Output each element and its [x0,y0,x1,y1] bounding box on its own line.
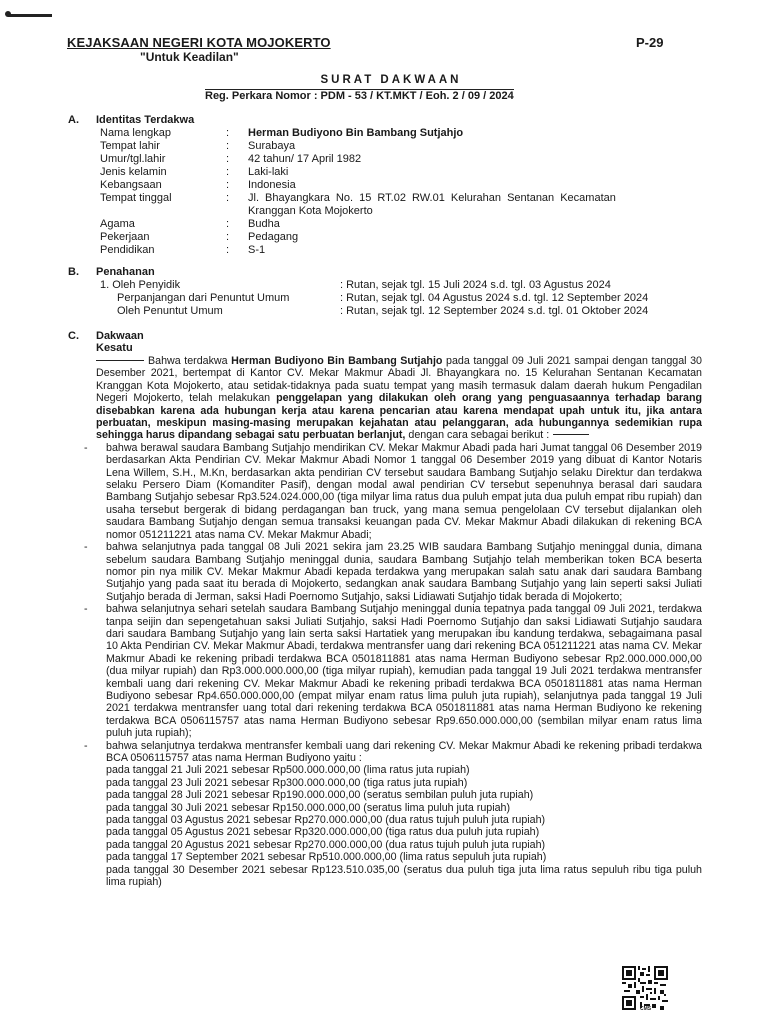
id-label: Jenis kelamin [100,166,167,178]
payment-list [96,764,702,888]
qr-caption: CMS [640,1006,652,1012]
charge-bullet: - bahwa selanjutnya pada tanggal 08 Juli 2021 sekira jam 23.25 WIB saudara Bambang Sutjahjo meninggal dunia, dimana sebelum saudara Bambang Sutjahjo meninggal dunia, saudara Bambang Sutjahjo telah memberikan token BCA beserta nomor pin nya milik CV. Mekar Makmur Abadi kepada terdakwa yang merupakan salah satu anak dari saudara Bambang Sutjahjo yang pada saat itu berada di Mojokerto, sedangkan anak saudara Bambang Sutjahjo yang lain seperti saksi Juliati Sutjahjo berada di Jerman, saksi Hadi Poernomo Sutjahjo, saksi Lidiawati Sutjahjo tidak berada di Mojokerto; [96,541,702,603]
id-value: Laki-laki [248,166,289,178]
detention-extension-label: Perpanjangan dari Penuntut Umum [117,292,290,304]
payment-item: pada tanggal 21 Juli 2021 sebesar Rp500.000.000,00 (lima ratus juta rupiah) [106,764,470,777]
id-colon: : [226,166,230,178]
id-label: Nama lengkap [100,127,171,139]
charge-offence: penggelapan yang dilakukan oleh orang yang penguasaannya terhadap barang disebabkan karena ada hubungan kerja atau karena pencarian atau karena mendapat upah untuk itu, jika antara perbuatan, meskipun masing-masing merupakan kejahatan atau pelanggaran, ada hubungannya sedemikian rupa sehingga harus dipandang sebagai satu perbuatan berlanjut, [96,392,702,442]
intro-text: dengan cara sebagai berikut : [405,429,550,442]
section-letter: B. [68,266,79,278]
id-colon: : [226,153,230,165]
id-colon: : [226,127,230,139]
detention-extension-value: : Rutan, sejak tgl. 04 Agustus 2024 s.d. tgl. 12 September 2024 [340,292,649,304]
id-value: Jl. Bhayangkara No. 15 RT.02 RW.01 Kelurahan Sentanan Kecamatan [248,192,616,204]
payment-item: pada tanggal 23 Juli 2021 sebesar Rp300.000.000,00 (tiga ratus juta rupiah) [106,776,468,789]
charge-body [96,355,702,888]
id-colon: : [226,218,230,230]
id-value: Pedagang [248,231,299,243]
id-colon: : [226,140,230,152]
charge-bullet: - bahwa selanjutnya terdakwa mentransfer kembali uang dari rekening CV. Mekar Makmur Abadi ke rekening pribadi terdakwa BCA 0506115757 atas nama Herman Budiyono yaitu : [96,740,702,765]
section-letter: A. [68,114,79,126]
section-letter: C. [68,330,79,342]
id-colon: : [226,231,230,243]
office-motto: "Untuk Keadilan" [140,50,239,64]
id-row-address [100,192,710,205]
indent-line [96,360,144,361]
intro-text: Bahwa terdakwa [148,355,232,367]
id-label: Agama [100,218,135,230]
defendant-name: Herman Budiyono Bin Bambang Sutjahjo [231,355,443,367]
trailing-line [553,434,589,435]
id-value: Budha [248,218,280,230]
id-value: 42 tahun/ 17 April 1982 [248,153,362,165]
payment-item: pada tanggal 03 Agustus 2021 sebesar Rp270.000.000,00 (dua ratus tujuh puluh juta rupiah) [106,814,546,827]
id-colon: : [226,192,230,204]
id-label: Pekerjaan [100,231,150,243]
id-value: Herman Budiyono Bin Bambang Sutjahjo [248,127,464,139]
form-code: P-29 [636,35,664,50]
detention-prosecutor-label: Oleh Penuntut Umum [117,305,223,317]
corner-mark [8,14,52,17]
id-label: Tempat lahir [100,140,160,152]
case-register-number: Reg. Perkara Nomor : PDM - 53 / KT.MKT / Eoh. 2 / 09 / 2024 [205,90,514,102]
id-value: Surabaya [248,140,296,152]
section-title: Identitas Terdakwa [96,114,195,126]
charge-bullet: - bahwa selanjutnya sehari setelah saudara Bambang Sutjahjo meninggal dunia tepatnya pada tanggal 09 Juli 2021, terdakwa tanpa seijin dan sepengetahuan saksi Juliati Sutjahjo, saksi Hadi Poernomo Sutjahjo dan saksi Lidiawati Sutjahjo saudara dari saudara Bambang Sutjahjo yang lain serta saksi Hartatiek yang merupakan ibu kandung terdakwa, sebagaimana pasal 10 Akta Pendirian CV. Mekar Makmur Abadi, terdakwa mentransfer uang dari rekening BCA 051211221 atas nama CV. Mekar Makmur Abadi ke rekening pribadi terdakwa BCA 0501811881 atas nama Herman Budiyono sebesar Rp2.000.000.000,00 (dua milyar rupiah) dan Rp3.000.000.000,00 (tiga milyar rupiah), kemudian pada tanggal 19 Juli 2021 terdakwa mentransfer kembali uang dari rekening CV. Mekar Makmur Abadi ke rekening pribadi terdakwa BCA 0501811881 atas nama Herman Budiyono sebesar Rp4.650.000.000,00 (empat milyar enam ratus lima puluh juta rupiah), selanjutnya pada tanggal 19 Juli 2021 terdakwa mentransfer uang total dari rekening terdakwa BCA 0501811881 atas nama Herman Budiyono ke rekening terdakwa BCA 0506115757 atas nama Herman Budiyono sebesar Rp9.650.000.000,00 (sembilan milyar enam ratus lima puluh juta rupiah); [96,603,702,739]
payment-item: pada tanggal 20 Agustus 2021 sebesar Rp270.000.000,00 (dua ratus tujuh puluh juta rupiah) [106,838,546,851]
detention-investigator-value: : Rutan, sejak tgl. 15 Juli 2024 s.d. tgl. 03 Agustus 2024 [340,279,611,291]
section-title: Penahanan [96,266,155,278]
payment-item: pada tanggal 30 Juli 2021 sebesar Rp150.000.000,00 (seratus lima puluh juta rupiah) [106,801,511,814]
id-label: Pendidikan [100,244,155,256]
section-title: Dakwaan [96,330,144,342]
qr-code-icon [622,966,668,1010]
payment-item: pada tanggal 17 September 2021 sebesar Rp510.000.000,00 (lima ratus sepuluh juta rupiah) [106,851,547,864]
id-colon: : [226,244,230,256]
document-title: SURAT DAKWAAN [320,74,462,86]
payment-item: pada tanggal 30 Desember 2021 sebesar Rp123.510.035,00 (seratus dua puluh tiga juta lima ratus sepuluh ribu tiga puluh lima rupiah) [106,863,702,889]
intro-text: pada tanggal 09 Juli 2021 sampai dengan tanggal 30 Desember 2021, bertempat di Kantor CV. Mekar Makmur Abadi Jl. Bhayangkara no. 15 Kelurahan Sentanan Kecamatan Kranggan Kota Mojokerto, atau setidak-tidaknya pada suatu tempat yang masih termasuk dalam daerah hukum Pengadilan Negeri Mojokerto, telah melakukan [96,355,702,405]
id-value: S-1 [248,244,266,256]
charge-intro [96,355,702,442]
charge-subtitle: Kesatu [96,342,133,354]
payment-item: pada tanggal 05 Agustus 2021 sebesar Rp320.000.000,00 (tiga ratus dua puluh juta rupiah) [106,826,540,839]
address-continuation: Kranggan Kota Mojokerto [248,205,373,217]
payment-item: pada tanggal 28 Juli 2021 sebesar Rp190.000.000,00 (seratus sembilan puluh juta rupiah) [106,789,534,802]
detention-investigator-label: 1. Oleh Penyidik [100,279,181,291]
id-colon: : [226,179,230,191]
charge-bullet: - bahwa berawal saudara Bambang Sutjahjo mendirikan CV. Mekar Makmur Abadi pada hari Jumat tanggal 06 Desember 2019 berdasarkan Akta Pendirian CV. Mekar Makmur Abadi Nomor 1 tanggal 06 Desember 2019 yang dibuat di Kantor Notaris Lena Willem, S.H., M.Kn, berdasarkan akta pendirian CV tersebut saudara Bambang Sutjahjo selaku Direktur dan terdakwa selaku Persero Diam (Komanditer Pasif), dengan modal awal pendirian CV tersebut sepenuhnya berasal dari saudara Bambang Sutjahjo sebesar Rp3.524.024.000,00 (tiga milyar lima ratus dua puluh empat juta dua puluh empat ribu rupiah) dan usaha tersebut bergerak di bidang perdagangan ban truck, yang mana semua pengelolaan CV tersebut dijalankan oleh saudara Bambang Sutjahjo dengan semua transaksi keuangan pada CV. Mekar Makmur Abadi dilakukan di rekening BCA nomor 051211221 atas nama CV. Mekar Makmur Abadi; [96,442,702,541]
id-label: Umur/tgl.lahir [100,153,166,165]
detention-prosecutor-value: : Rutan, sejak tgl. 12 September 2024 s.d. tgl. 01 Oktober 2024 [340,305,649,317]
office-name: KEJAKSAAN NEGERI KOTA MOJOKERTO [67,35,331,50]
id-value: Indonesia [248,179,296,191]
id-label: Tempat tinggal [100,192,172,204]
id-label: Kebangsaan [100,179,162,191]
